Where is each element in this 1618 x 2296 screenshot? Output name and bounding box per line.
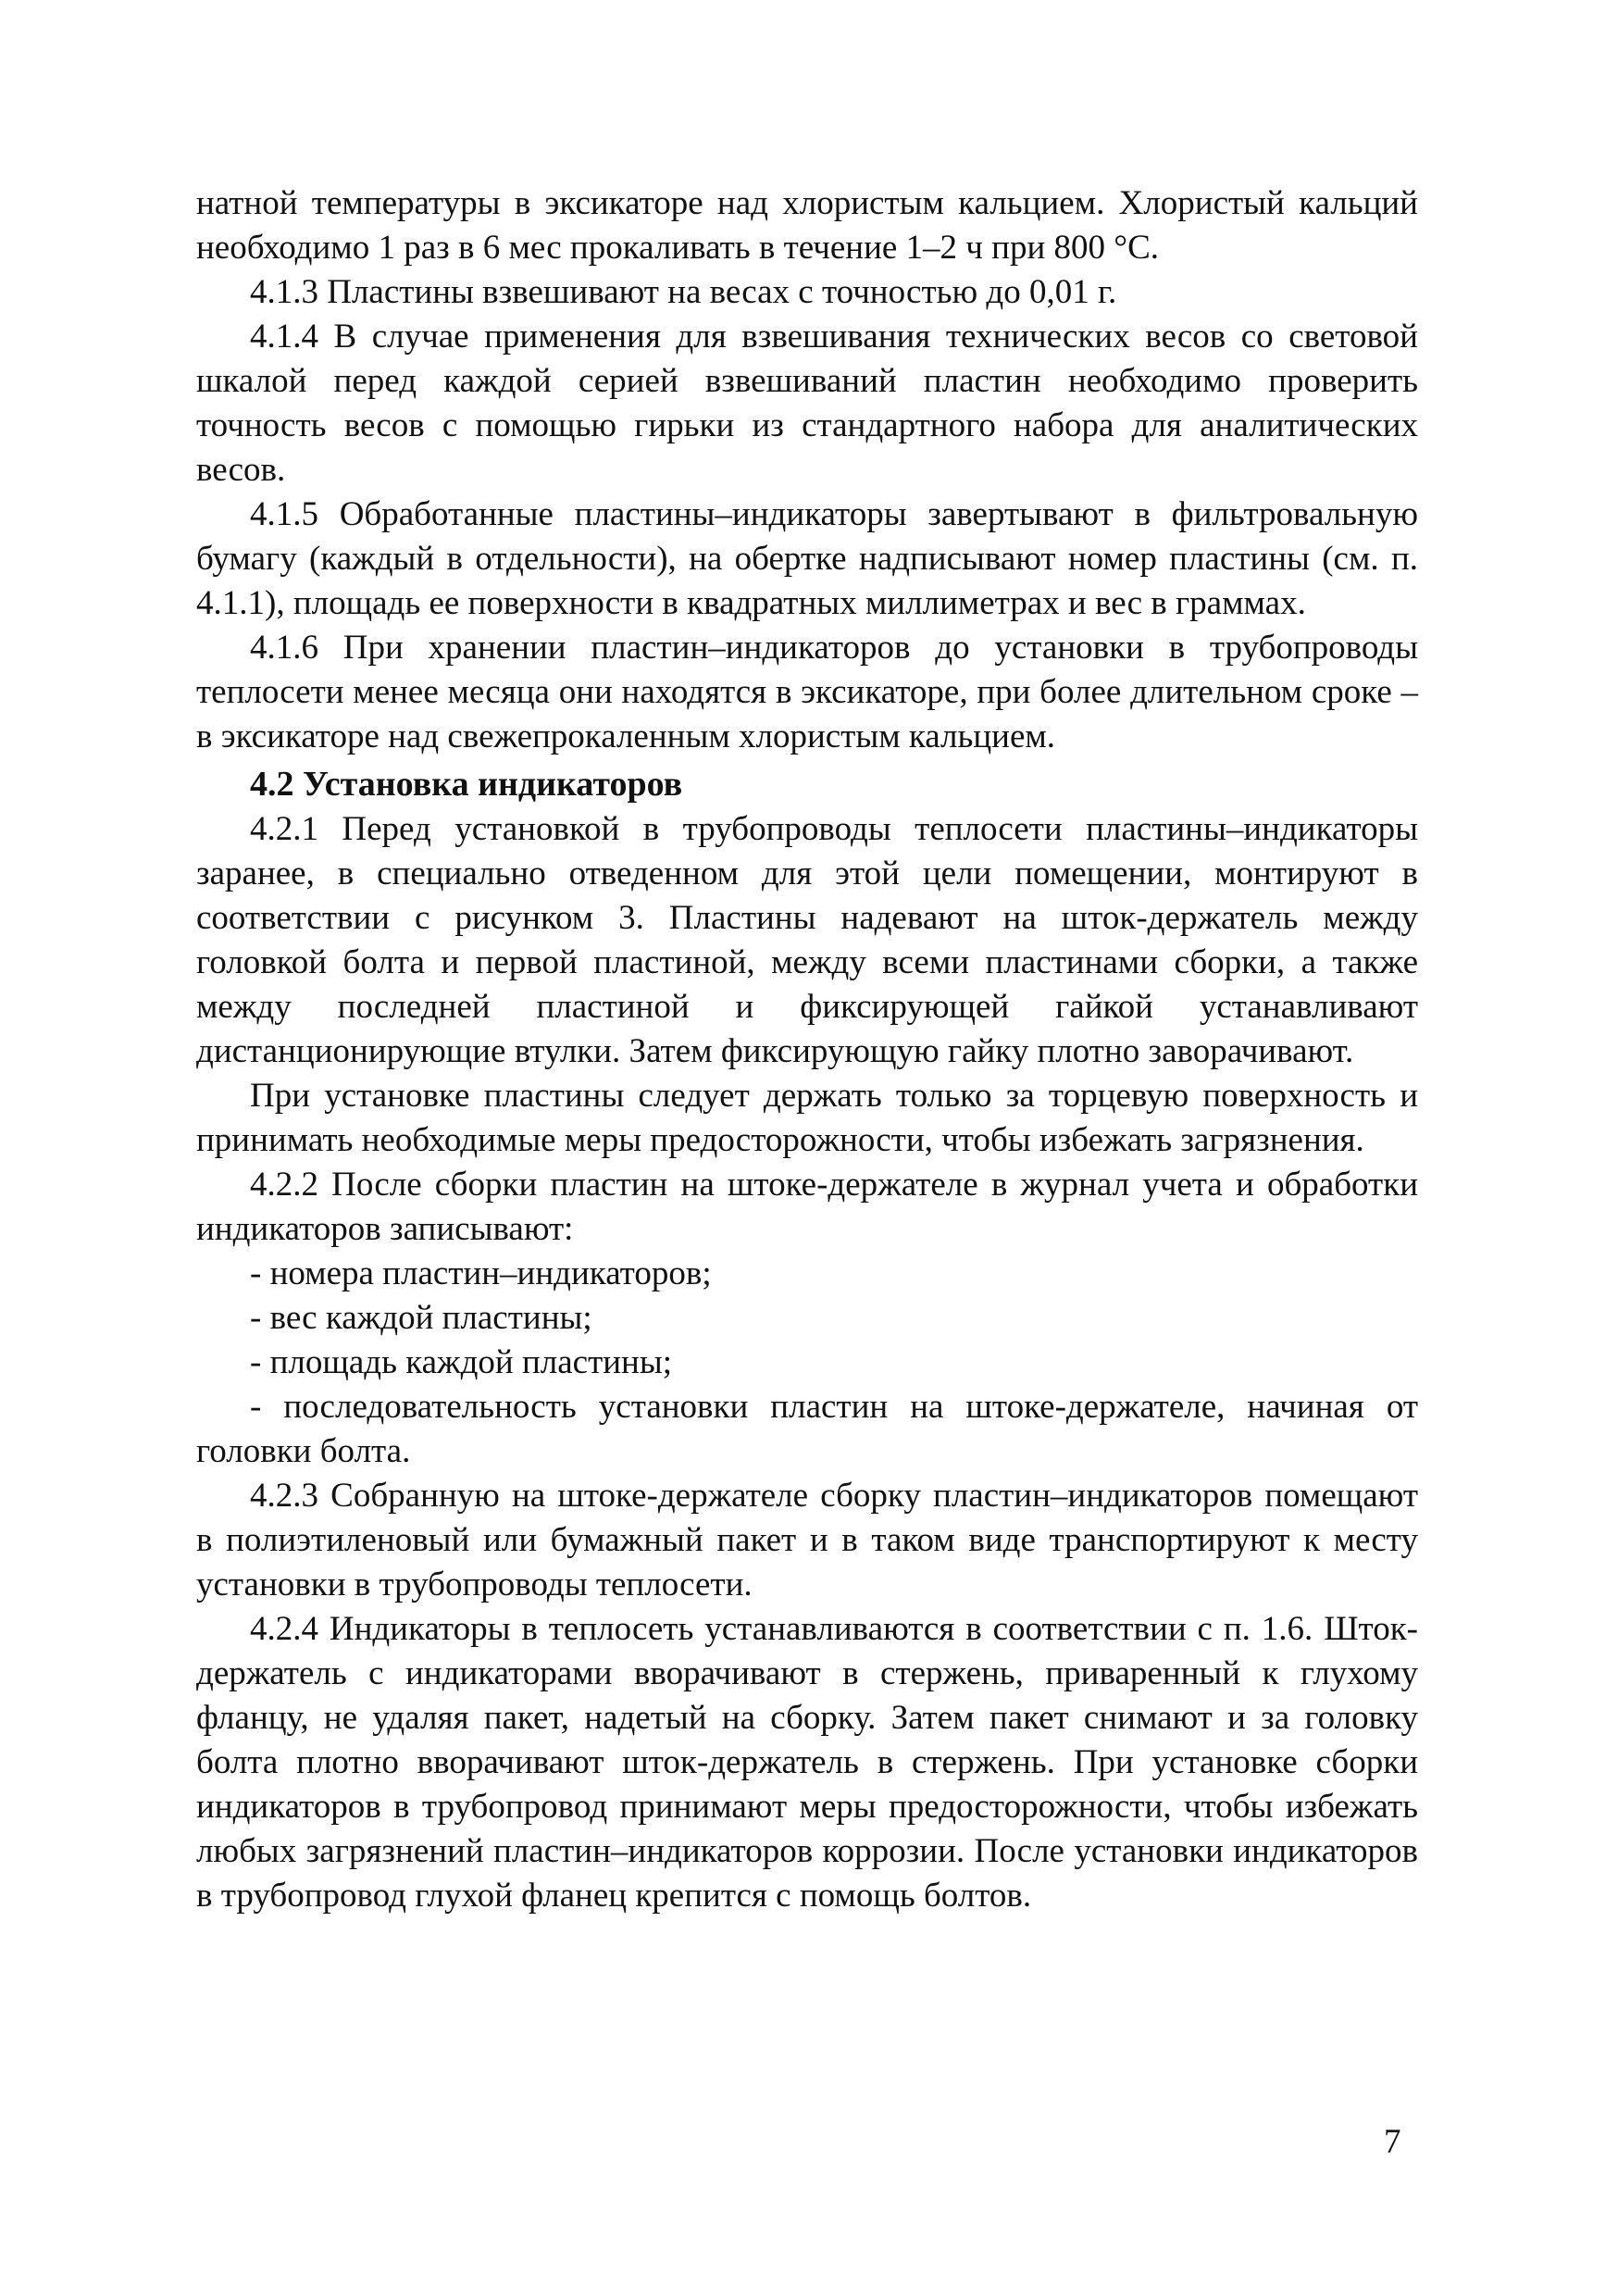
page-number: 7	[1384, 2123, 1401, 2161]
list-item: - номера пластин–индикаторов;	[250, 1254, 712, 1292]
list-item: - площадь каждой пластины;	[250, 1343, 672, 1381]
section-heading: 4.2 Установка индикаторов	[250, 765, 683, 804]
paragraph-4-2-3: 4.2.3 Собранную на штоке-держателе сборку пластин–индикаторов помещают в полиэтиленовый или бумажный пакет и в таком виде транспортируют к месту установки в трубопроводы теплосети.	[196, 1477, 1418, 1603]
list-item: - последовательность установки пластин на штоке-держателе, начиная от головки болта.	[196, 1388, 1418, 1470]
document-page	[196, 181, 1418, 1918]
paragraph-4-2-4: 4.2.4 Индикаторы в теплосеть устанавливаются в соответствии с п. 1.6. Шток-держатель с индикаторами вворачивают в стержень, приваренный к глухому фланцу, не удаляя пакет, надетый на сборку. Затем пакет снимают и за головку болта плотно вворачивают шток-держатель в стержень. При установке сборки индикаторов в трубопровод принимают меры предосторожности, чтобы избежать любых загрязнений пластин–индикаторов коррозии. После установки индикаторов в трубопровод глухой фланец крепится с помощь болтов.	[196, 1610, 1418, 1915]
paragraph-4-1-6: 4.1.6 При хранении пластин–индикаторов до установки в трубопроводы теплосети менее месяца они находятся в эксикаторе, при более длительном сроке – в эксикаторе над свежепрокаленным хлористым кальцием.	[196, 629, 1418, 755]
paragraph-4-2-1: 4.2.1 Перед установкой в трубопроводы теплосети пластины–индикаторы заранее, в специально отведенном для этой цели помещении, монтируют в соответствии с рисунком 3. Пластины надевают на шток-держатель между головкой болта и первой пластиной, между всеми пластинами сборки, а также между последней пластиной и фиксирующей гайкой устанавливают дистанционирующие втулки. Затем фиксирующую гайку плотно заворачивают.	[196, 810, 1418, 1070]
paragraph-4-1-5: 4.1.5 Обработанные пластины–индикаторы завертывают в фильтровальную бумагу (каждый в отдельности), на обертке надписывают номер пластины (см. п. 4.1.1), площадь ее поверхности в квадратных миллиметрах и вес в граммах.	[196, 495, 1418, 622]
list-item: - вес каждой пластины;	[250, 1299, 592, 1337]
paragraph-handling-note: При установке пластины следует держать только за торцевую поверхность и принимать необходимые меры предосторожности, чтобы избежать загрязнения.	[196, 1077, 1418, 1159]
paragraph-4-2-2: 4.2.2 После сборки пластин на штоке-держателе в журнал учета и обработки индикаторов записывают:	[196, 1166, 1418, 1248]
paragraph-continued: натной температуры в эксикаторе над хлористым кальцием. Хлористый кальций необходимо 1 раз в 6 мес прокаливать в течение 1–2 ч при 800 °С.	[196, 184, 1418, 267]
paragraph-4-1-3: 4.1.3 Пластины взвешивают на весах с точностью до 0,01 г.	[250, 273, 1117, 311]
paragraph-4-1-4: 4.1.4 В случае применения для взвешивания технических весов со световой шкалой перед каждой серией взвешиваний пластин необходимо проверить точность весов с помощью гирьки из стандартного набора для аналитических весов.	[196, 318, 1418, 489]
